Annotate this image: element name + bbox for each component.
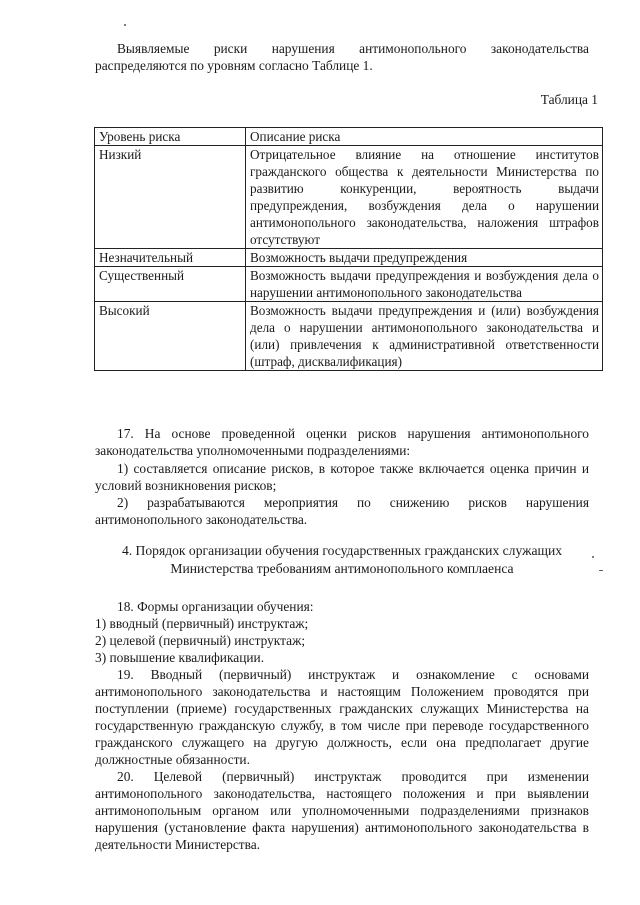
risk-level-cell: Существенный xyxy=(95,267,246,302)
paragraph-18: 18. Формы организации обучения: xyxy=(117,599,314,614)
table-header-row xyxy=(95,128,603,146)
table-row xyxy=(95,146,603,249)
paragraph-20: 20. Целевой (первичный) инструктаж проводится при изменении антимонопольного законодательства, настоящего положения и при выявлении антимонопольным органом или уполномоченными подразделениями признаков нарушения (установление факта нарушения) антимонопольного законодательства в деятельности Министерства. xyxy=(95,769,589,852)
paragraph-19: 19. Вводный (первичный) инструктаж и ознакомление с основами антимонопольного законодательства и настоящим Положением проводятся при поступлении (приеме) государственных гражданских служащих Министерства на государственную гражданскую службу, в том числе при переводе государственного гражданского служащего на другую должность, если она предполагает другие должностные обязанности. xyxy=(95,667,589,767)
table-caption: Таблица 1 xyxy=(540,92,598,107)
paragraph-18-item-2: 2) целевой (первичный) инструктаж; xyxy=(95,633,306,648)
section-heading xyxy=(95,542,589,578)
risk-description-cell: Отрицательное влияние на отношение институтов гражданского общества к деятельности Министерства по развитию конкуренции, вероятность выдачи предупреждения, возбуждения дела о нарушении антимонопольного законодательства, наложения штрафов отсутствуют xyxy=(246,146,603,249)
risk-level-cell: Высокий xyxy=(95,302,246,371)
risk-description-cell: Возможность выдачи предупреждения xyxy=(246,249,603,267)
scan-speck xyxy=(124,24,126,26)
paragraph-17-item-1: 1) составляется описание рисков, в которое также включается оценка причин и условий возникновения рисков; xyxy=(95,461,589,493)
section-heading-line-2: Министерства требованиям антимонопольного комплаенса xyxy=(170,561,514,576)
header-cell-description: Описание риска xyxy=(246,128,603,146)
paragraph-17-item-2: 2) разрабатываются мероприятия по снижению рисков нарушения антимонопольного законодательства. xyxy=(95,495,589,527)
table-row xyxy=(95,302,603,371)
table-row xyxy=(95,249,603,267)
risk-levels-table xyxy=(94,127,603,371)
table-row xyxy=(95,267,603,302)
intro-paragraph: Выявляемые риски нарушения антимонопольного законодательства распределяются по уровням согласно Таблице 1. xyxy=(95,41,589,73)
risk-level-cell: Незначительный xyxy=(95,249,246,267)
risk-description-cell: Возможность выдачи предупреждения и возбуждения дела о нарушении антимонопольного законодательства xyxy=(246,267,603,302)
paragraph-18-item-3: 3) повышение квалификации. xyxy=(95,650,265,665)
scan-speck xyxy=(599,570,603,571)
scan-speck xyxy=(592,556,594,558)
risk-description-cell: Возможность выдачи предупреждения и (или) возбуждения дела о нарушении антимонопольного законодательства и (или) привлечения к административной ответственности (штраф, дисквалификация) xyxy=(246,302,603,371)
header-cell-level: Уровень риска xyxy=(95,128,246,146)
section-heading-line-1: 4. Порядок организации обучения государственных гражданских служащих xyxy=(121,543,563,558)
risk-level-cell: Низкий xyxy=(95,146,246,249)
paragraph-17: 17. На основе проведенной оценки рисков нарушения антимонопольного законодательства уполномоченными подразделениями: xyxy=(95,426,589,458)
paragraph-18-item-1: 1) вводный (первичный) инструктаж; xyxy=(95,616,309,631)
